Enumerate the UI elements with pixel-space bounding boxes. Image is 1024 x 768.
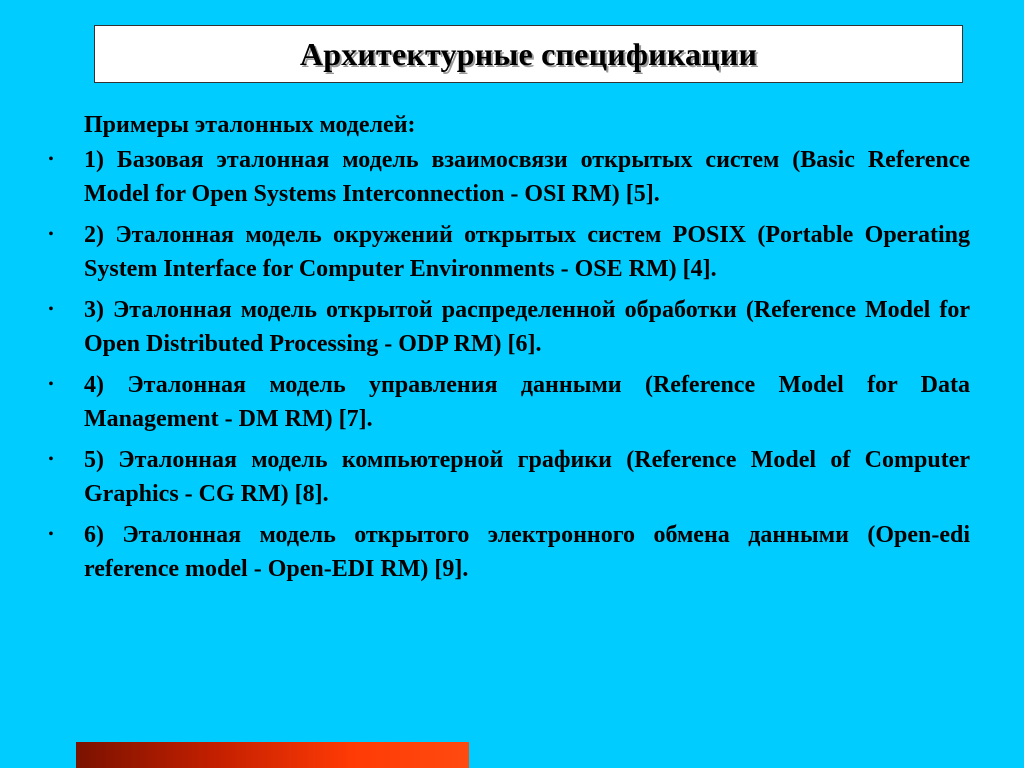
list-item-text: 3) Эталонная модель открытой распределенной обработки (Reference Model for Open Distributed Processing - ODP RM) [6]. bbox=[84, 297, 970, 357]
decorative-accent-bar bbox=[76, 742, 469, 768]
bullet-icon: • bbox=[48, 452, 54, 467]
list-item bbox=[48, 518, 970, 586]
list-item-text: 4) Эталонная модель управления данными (Reference Model for Data Management - DM RM) [7]. bbox=[84, 372, 970, 432]
list-item bbox=[48, 143, 970, 211]
list-item-text: 2) Эталонная модель окружений открытых систем POSIX (Portable Operating System Interface for Computer Environments - OSE RM) [4]. bbox=[84, 222, 970, 282]
title-box bbox=[94, 25, 963, 83]
list-item bbox=[48, 368, 970, 436]
bullet-icon: • bbox=[48, 527, 54, 542]
bullet-icon: • bbox=[48, 302, 54, 317]
bullet-icon: • bbox=[48, 377, 54, 392]
slide-content bbox=[48, 108, 970, 593]
slide-title: Архитектурные спецификации bbox=[299, 36, 758, 72]
bullet-icon: • bbox=[48, 227, 54, 242]
list-item-text: 6) Эталонная модель открытого электронного обмена данными (Open-edi reference model - Open-EDI RM) [9]. bbox=[84, 522, 970, 582]
list-item bbox=[48, 293, 970, 361]
bullet-icon: • bbox=[48, 152, 54, 167]
list-item bbox=[48, 218, 970, 286]
list-item-text: 5) Эталонная модель компьютерной графики (Reference Model of Computer Graphics - CG RM) [8]. bbox=[84, 447, 970, 507]
list-item-text: 1) Базовая эталонная модель взаимосвязи открытых систем (Basic Reference Model for Open Systems Interconnection - OSI RM) [5]. bbox=[84, 147, 970, 207]
intro-text: Примеры эталонных моделей: bbox=[84, 112, 416, 138]
list-item bbox=[48, 443, 970, 511]
